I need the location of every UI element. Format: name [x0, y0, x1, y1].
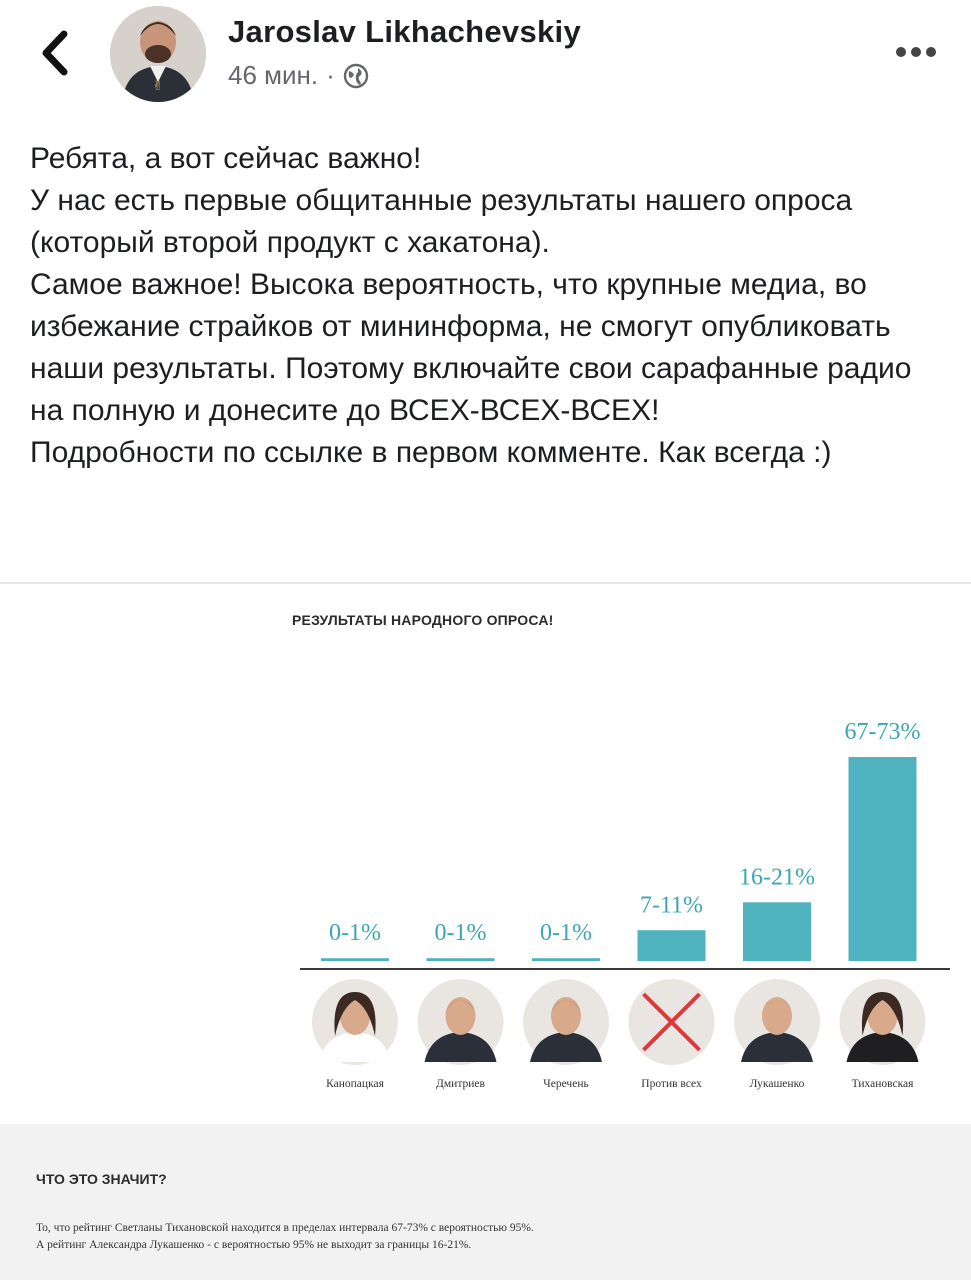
infographic-title: РЕЗУЛЬТАТЫ НАРОДНОГО ОПРОСА!	[292, 612, 554, 628]
post-meta	[228, 60, 369, 91]
candidate-name-label: Канопацкая	[326, 1078, 384, 1090]
bar-value-label: 7-11%	[639, 892, 704, 919]
svg-text:✌: ✌	[152, 79, 164, 94]
post-paragraph: Самое важное! Высока вероятность, что крупные медиа, во избежание страйков от мининформа, не смогут опубликовать наши результаты. Поэтому включайте свои сарафанные радио на полную и донесите до ВСЕХ-ВСЕХ-ВСЕХ!	[30, 268, 912, 427]
back-button[interactable]	[36, 28, 76, 78]
post-paragraph: Подробности по ссылке в первом комменте. Как всегда :)	[30, 436, 832, 469]
candidate-name-label: Против всех	[641, 1078, 702, 1090]
candidate-avatar	[629, 979, 715, 1065]
explanation-line: А рейтинг Александра Лукашенко - с вероятностью 95% не выходит за границы 16-21%.	[36, 1239, 472, 1251]
poll-infographic[interactable]	[0, 584, 971, 1280]
chevron-left-icon	[36, 28, 76, 78]
explanation-panel	[0, 1124, 971, 1280]
post-text	[30, 138, 950, 474]
candidate-avatar	[418, 979, 504, 1065]
post-paragraph: У нас есть первые общитанные результаты нашего опроса (который второй продукт с хакатона).	[30, 184, 853, 259]
explanation-text	[36, 1220, 534, 1254]
globe-icon[interactable]	[343, 63, 369, 89]
meta-separator: ·	[326, 60, 335, 90]
chart-bar	[743, 902, 811, 961]
bar-value-label: 0-1%	[329, 920, 381, 947]
bar-value-label: 0-1%	[540, 920, 592, 947]
candidate-avatar	[734, 979, 820, 1065]
candidate-name-label: Тихановская	[851, 1078, 914, 1090]
candidate-avatar	[312, 979, 398, 1065]
explanation-line: То, что рейтинг Светланы Тихановской находится в пределах интервала 67-73% с вероятностью 95%.	[36, 1222, 534, 1234]
candidate-avatar	[840, 979, 926, 1065]
more-dots-icon	[893, 40, 939, 64]
bar-value-label: 67-73%	[844, 719, 921, 745]
candidate-avatar	[523, 979, 609, 1065]
chart-bar	[532, 958, 600, 961]
post-paragraph: Ребята, а вот сейчас важно!	[30, 142, 422, 175]
avatar[interactable]	[110, 6, 206, 102]
explanation-title: ЧТО ЭТО ЗНАЧИТ?	[36, 1171, 167, 1187]
bar-value-label: 0-1%	[434, 920, 487, 947]
chart-bar	[849, 757, 917, 961]
more-options-button[interactable]	[893, 40, 939, 64]
chart-bar	[427, 958, 495, 961]
candidate-name-label: Черечень	[543, 1078, 589, 1090]
post-time[interactable]: 46 мин.	[228, 60, 319, 90]
candidate-name-label: Лукашенко	[749, 1078, 805, 1090]
chart-bar	[321, 958, 389, 961]
post-header	[0, 0, 971, 110]
chart-bar	[638, 930, 706, 961]
author-name[interactable]: Jaroslav Likhachevskiy	[228, 14, 581, 49]
bar-value-label: 16-21%	[739, 864, 815, 891]
candidate-name-label: Дмитриев	[436, 1078, 485, 1090]
avatar-image	[110, 6, 206, 102]
results-bar-chart	[0, 584, 971, 1124]
